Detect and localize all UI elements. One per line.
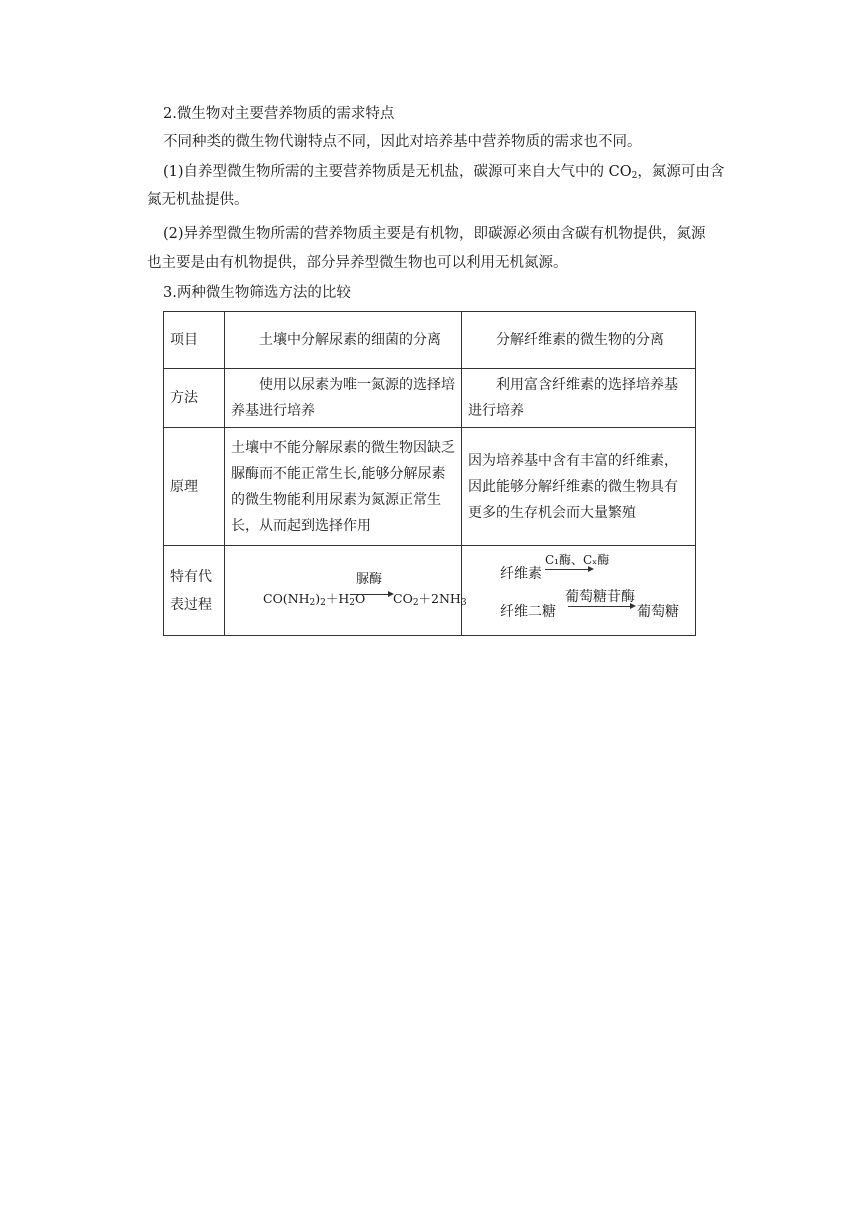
table-row — [164, 312, 696, 369]
urea-text-paren: ) — [315, 590, 321, 606]
co2-subscript: 2 — [631, 171, 638, 181]
cell-process-urea — [225, 546, 467, 636]
comparison-table — [163, 311, 696, 636]
cell-process-cellulose — [462, 546, 696, 636]
cell-label-method: 方法 — [164, 369, 225, 428]
reaction-arrow-line — [545, 569, 591, 570]
urea-text-co: CO — [393, 590, 413, 606]
cell-method-cellulose: 利用富含纤维素的选择培养基进行培养 — [462, 369, 696, 428]
glucosidase-label: 葡萄糖苷酶 — [565, 588, 635, 605]
section3-heading: 3.两种微生物筛选方法的比较 — [163, 285, 351, 301]
water-sub: 2 — [349, 597, 356, 608]
cell-project-urea: 土壤中分解尿素的细菌的分离 — [225, 312, 462, 369]
urea-text-co-nh: CO(NH — [263, 590, 310, 606]
cellobiose-label: 纤维二糖 — [500, 603, 556, 620]
reaction-arrow-line — [568, 606, 632, 607]
urea-text-o: O — [355, 590, 366, 606]
c1-cx-enzyme-label: C₁酶、Cₓ酶 — [545, 552, 610, 567]
reaction-arrow-line — [350, 594, 391, 595]
section2-p2-line1: (2)异养型微生物所需的营养物质主要是有机物，即碳源必须由含碳有机物提供，氮源 — [163, 226, 706, 242]
section2-p1-line1 — [163, 162, 724, 186]
urea-sub: 2 — [320, 597, 326, 608]
p1-text-a: (1)自养型微生物所需的主要营养物质是无机盐，碳源可来自大气中的 CO — [163, 164, 632, 180]
urea-reactants — [263, 586, 365, 616]
section2-intro: 不同种类的微生物代谢特点不同，因此对培养基中营养物质的需求也不同。 — [163, 134, 642, 150]
nh3-sub: 3 — [460, 597, 467, 608]
urea-sub: 2 — [309, 597, 316, 608]
cell-principle-urea: 土壤中不能分解尿素的微生物因缺乏脲酶而不能正常生长,能够分解尿素的微生物能利用尿素为氮源正常生长，从而起到选择作用 — [225, 428, 462, 546]
cell-label-project: 项目 — [164, 312, 225, 369]
cell-label-process: 特有代表过程 — [164, 546, 225, 636]
arrow-head-icon — [630, 603, 636, 609]
cell-label-principle: 原理 — [164, 428, 225, 546]
glucose-label: 葡萄糖 — [637, 603, 679, 620]
arrow-head-icon — [588, 566, 594, 572]
urea-products — [393, 586, 467, 616]
urea-equation — [225, 561, 467, 621]
cellulose-label: 纤维素 — [500, 565, 542, 582]
section2-p2-line2: 也主要是由有机物提供，部分异养型微生物也可以利用无机氮源。 — [147, 255, 568, 271]
urea-text-plus-h: ＋H — [325, 590, 350, 606]
urea-text-nh: ＋2NH — [418, 590, 461, 606]
section2-p1-line2: 氮无机盐提供。 — [147, 192, 249, 208]
urease-label: 脲酶 — [356, 571, 383, 587]
table-row — [164, 369, 696, 428]
section2-heading: 2.微生物对主要营养物质的需求特点 — [163, 106, 395, 122]
cell-method-urea: 使用以尿素为唯一氮源的选择培养基进行培养 — [225, 369, 462, 428]
cellulose-reactions — [462, 547, 695, 635]
cell-principle-cellulose: 因为培养基中含有丰富的纤维素，因此能够分解纤维素的微生物具有更多的生存机会而大量繁殖 — [462, 428, 696, 546]
cell-project-cellulose: 分解纤维素的微生物的分离 — [462, 312, 696, 369]
p1-text-b: ，氮源可由含 — [637, 164, 725, 180]
table-row — [164, 546, 696, 636]
co2-sub: 2 — [412, 597, 419, 608]
table-row — [164, 428, 696, 546]
